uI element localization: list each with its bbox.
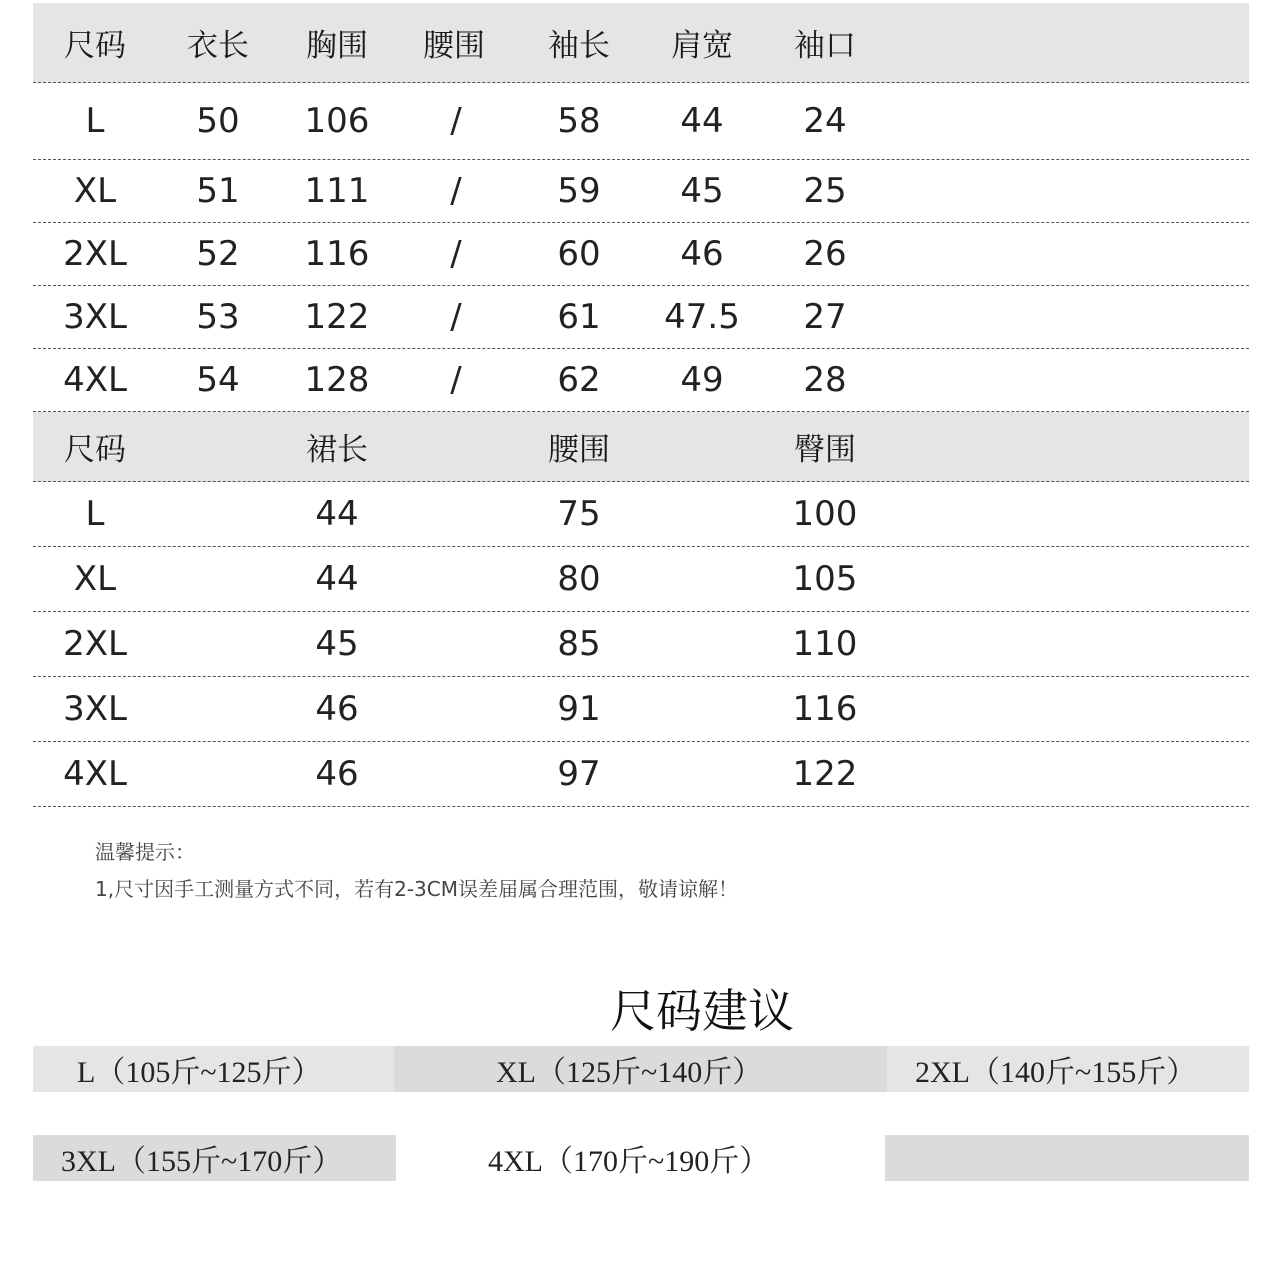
cell-cuff: 24 [803,101,847,141]
note-line-1: 1,尺寸因手工测量方式不同，若有2-3CM误差届属合理范围，敬请谅解！ [95,877,738,901]
cell-sleeve: 62 [557,360,601,400]
cell-bust: 106 [304,101,370,141]
cell-waist: / [450,101,462,141]
cell-waist: 75 [557,494,601,534]
cell-size: 4XL [63,360,127,400]
table-row [33,83,1249,160]
cell-waist: 85 [557,624,601,664]
cell-shoulder: 47.5 [664,297,740,337]
cell-waist: 97 [557,754,601,794]
cell-length: 46 [315,689,359,729]
cell-sleeve: 58 [557,101,601,141]
cell-bust: 116 [304,234,370,274]
table-row [33,742,1249,807]
cell-cuff: 25 [803,171,847,211]
cell-bust: 128 [304,360,370,400]
cell-waist: 80 [557,559,601,599]
cell-hip: 116 [792,689,858,729]
cell-size: XL [73,559,117,599]
table-row [33,482,1249,547]
table-row [33,160,1249,223]
cell-size: L [85,101,105,141]
suggestion-cell: 4XL（170斤~190斤） [396,1135,885,1181]
suggestion-title: 尺码建议 [610,984,794,1038]
cell-length: 52 [196,234,240,274]
cell-bust: 111 [304,171,370,211]
skirt-table-header [33,412,1249,482]
cell-size: 2XL [63,234,127,274]
cell-length: 51 [196,171,240,211]
cell-hip: 100 [792,494,858,534]
cell-size: XL [73,171,117,211]
suggestion-row-1 [33,1046,1249,1092]
cell-hip: 122 [792,754,858,794]
cell-shoulder: 44 [680,101,724,141]
cell-sleeve: 60 [557,234,601,274]
cell-cuff: 28 [803,360,847,400]
cell-sleeve: 61 [557,297,601,337]
cell-shoulder: 45 [680,171,724,211]
cell-size: 3XL [63,297,127,337]
table-row [33,612,1249,677]
cell-size: 2XL [63,624,127,664]
cell-bust: 122 [304,297,370,337]
top-size-table [33,3,1249,412]
top-header-sleeve: 袖长 [548,28,610,64]
skirt-header-size: 尺码 [64,432,126,468]
cell-sleeve: 59 [557,171,601,211]
cell-size: 3XL [63,689,127,729]
cell-waist: / [450,297,462,337]
cell-length: 45 [315,624,359,664]
skirt-header-waist: 腰围 [548,432,610,468]
cell-shoulder: 46 [680,234,724,274]
table-row [33,677,1249,742]
cell-length: 46 [315,754,359,794]
top-table-header [33,3,1249,83]
cell-waist: / [450,234,462,274]
skirt-header-hip: 臀围 [794,432,856,468]
top-header-cuff: 袖口 [794,28,856,64]
cell-length: 53 [196,297,240,337]
cell-cuff: 26 [803,234,847,274]
table-row [33,286,1249,349]
cell-waist: / [450,171,462,211]
top-header-size: 尺码 [64,28,126,64]
cell-length: 44 [315,494,359,534]
skirt-header-length: 裙长 [306,432,368,468]
cell-waist: 91 [557,689,601,729]
top-header-bust: 胸围 [306,28,368,64]
cell-length: 50 [196,101,240,141]
cell-size: 4XL [63,754,127,794]
table-row [33,223,1249,286]
suggestion-cell-empty [885,1135,1249,1181]
top-header-length: 衣长 [187,28,249,64]
suggestion-cell: 3XL（155斤~170斤） [33,1135,396,1181]
cell-length: 44 [315,559,359,599]
suggestion-cell: L（105斤~125斤） [33,1046,394,1092]
cell-cuff: 27 [803,297,847,337]
cell-shoulder: 49 [680,360,724,400]
top-header-waist: 腰围 [423,28,485,64]
cell-length: 54 [196,360,240,400]
cell-waist: / [450,360,462,400]
suggestion-cell: XL（125斤~140斤） [394,1046,887,1092]
cell-hip: 110 [792,624,858,664]
top-header-shoulder: 肩宽 [671,28,733,64]
suggestion-cell: 2XL（140斤~155斤） [887,1046,1249,1092]
table-row [33,547,1249,612]
note-title: 温馨提示： [95,840,195,864]
cell-size: L [85,494,105,534]
suggestion-row-2 [33,1135,1249,1181]
skirt-size-table [33,412,1249,807]
cell-hip: 105 [792,559,858,599]
table-row [33,349,1249,412]
